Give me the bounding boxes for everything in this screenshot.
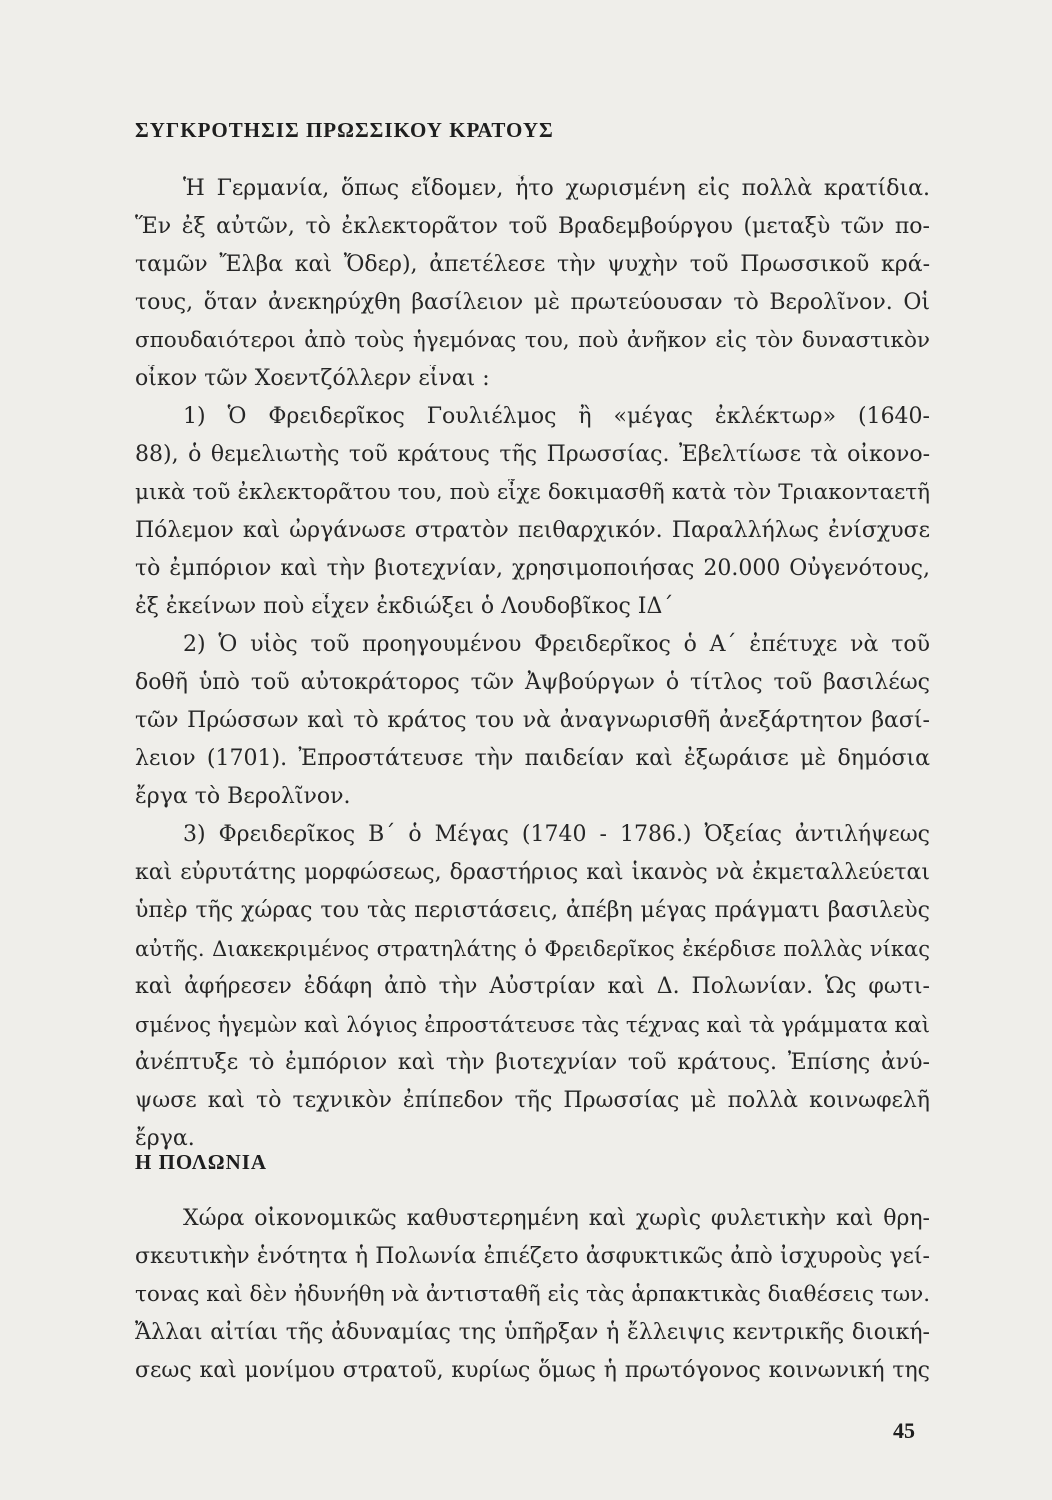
text-line: σμένος ἡγεμὼν καὶ λόγιος ἐπροστάτευσε τὰς τέχνας καὶ τὰ γράμματα καὶ <box>135 1013 930 1037</box>
text-line: οἶκον τῶν Χοεντζόλλερν εἶναι : <box>135 366 490 391</box>
text-line: ἐξ ἐκείνων ποὺ εἶχεν ἐκδιώξει ὁ Λουδοβῖκος ΙΔ΄ <box>135 594 674 619</box>
text-line: σκευτικὴν ἑνότητα ἡ Πολωνία ἐπιέζετο ἀσφυκτικῶς ἀπὸ ἰσχυροὺς γεί- <box>135 1244 930 1269</box>
text-line: λειον (1701). Ἐπροστάτευσε τὴν παιδείαν καὶ ἐξωράισε μὲ δημόσια <box>135 746 930 771</box>
text-line: αὐτῆς. Διακεκριμένος στρατηλάτης ὁ Φρειδερῖκος ἐκέρδισε πολλὰς νίκας <box>135 937 930 961</box>
section-heading-poland: Η ΠΟΛΩΝΙΑ <box>135 1150 268 1174</box>
text-line: ταμῶν Ἔλβα καὶ Ὄδερ), ἀπετέλεσε τὴν ψυχὴν τοῦ Πρωσσικοῦ κρά- <box>135 252 930 277</box>
text-line: Ἄλλαι αἰτίαι τῆς ἀδυναμίας της ὑπῆρξαν ἡ ἔλλειψις κεντρικῆς διοική- <box>135 1320 930 1345</box>
text-line: καὶ εὐρυτάτης μορφώσεως, δραστήριος καὶ ἱκανὸς νὰ ἐκμεταλλεύεται <box>135 860 930 885</box>
text-line: σπουδαιότεροι ἀπὸ τοὺς ἡγεμόνας του, ποὺ ἀνῆκον εἰς τὸν δυναστικὸν <box>135 328 930 353</box>
text-line: ἔργα. <box>135 1126 195 1151</box>
text-line: Χώρα οἰκονομικῶς καθυστερημένη καὶ χωρὶς φυλετικὴν καὶ θρη- <box>183 1206 930 1231</box>
page-number: 45 <box>893 1418 915 1443</box>
text-line: Πόλεμον καὶ ὠργάνωσε στρατὸν πειθαρχικόν. Παραλλήλως ἐνίσχυσε <box>135 518 930 543</box>
text-line: ἔργα τὸ Βερολῖνον. <box>135 784 351 809</box>
text-line: 1) Ὁ Φρειδερῖκος Γουλιέλμος ἢ «μέγας ἐκλέκτωρ» (1640- <box>183 404 930 429</box>
section-heading-prussia: ΣΥΓΚΡΟΤΗΣΙΣ ΠΡΩΣΣΙΚΟΥ ΚΡΑΤΟΥΣ <box>135 118 554 142</box>
text-line: ψωσε καὶ τὸ τεχνικὸν ἐπίπεδον τῆς Πρωσσίας μὲ πολλὰ κοινωφελῆ <box>135 1088 930 1113</box>
text-line: ὑπὲρ τῆς χώρας του τὰς περιστάσεις, ἀπέβη μέγας πράγματι βασιλεὺς <box>135 898 930 923</box>
text-line: τονας καὶ δὲν ἠδυνήθη νὰ ἀντισταθῆ εἰς τὰς ἁρπακτικὰς διαθέσεις των. <box>135 1282 930 1307</box>
text-line: τῶν Πρώσσων καὶ τὸ κράτος του νὰ ἀναγνωρισθῆ ἀνεξάρτητον βασί- <box>135 708 930 733</box>
text-line: Ἡ Γερμανία, ὅπως εἴδομεν, ἦτο χωρισμένη εἰς πολλὰ κρατίδια. <box>183 176 930 201</box>
text-line: δοθῆ ὑπὸ τοῦ αὐτοκράτορος τῶν Ἀψβούργων ὁ τίτλος τοῦ βασιλέως <box>135 670 930 695</box>
text-line: Ἕν ἐξ αὐτῶν, τὸ ἐκλεκτορᾶτον τοῦ Βραδεμβούργου (μεταξὺ τῶν πο- <box>135 214 930 239</box>
text-line: μικὰ τοῦ ἐκλεκτορᾶτου του, ποὺ εἶχε δοκιμασθῆ κατὰ τὸν Τριακονταετῆ <box>135 480 930 505</box>
text-line: 88), ὁ θεμελιωτὴς τοῦ κράτους τῆς Πρωσσίας. Ἐβελτίωσε τὰ οἰκονο- <box>135 442 930 467</box>
text-line: τὸ ἐμπόριον καὶ τὴν βιοτεχνίαν, χρησιμοποιήσας 20.000 Οὐγενότους, <box>135 556 930 581</box>
text-line: 2) Ὁ υἱὸς τοῦ προηγουμένου Φρειδερῖκος ὁ Α΄ ἐπέτυχε νὰ τοῦ <box>183 632 930 657</box>
text-line: ἀνέπτυξε τὸ ἐμπόριον καὶ τὴν βιοτεχνίαν τοῦ κράτους. Ἐπίσης ἀνύ- <box>135 1050 930 1075</box>
text-line: σεως καὶ μονίμου στρατοῦ, κυρίως ὅμως ἡ πρωτόγονος κοινωνική της <box>135 1358 930 1383</box>
text-line: καὶ ἀφήρεσεν ἐδάφη ἀπὸ τὴν Αὐστρίαν καὶ Δ. Πολωνίαν. Ὡς φωτι- <box>135 974 930 999</box>
text-line: τους, ὅταν ἀνεκηρύχθη βασίλειον μὲ πρωτεύουσαν τὸ Βερολῖνον. Οἱ <box>135 290 930 315</box>
text-line: 3) Φρειδερῖκος Β΄ ὁ Μέγας (1740 - 1786.) Ὀξείας ἀντιλήψεως <box>183 822 930 847</box>
